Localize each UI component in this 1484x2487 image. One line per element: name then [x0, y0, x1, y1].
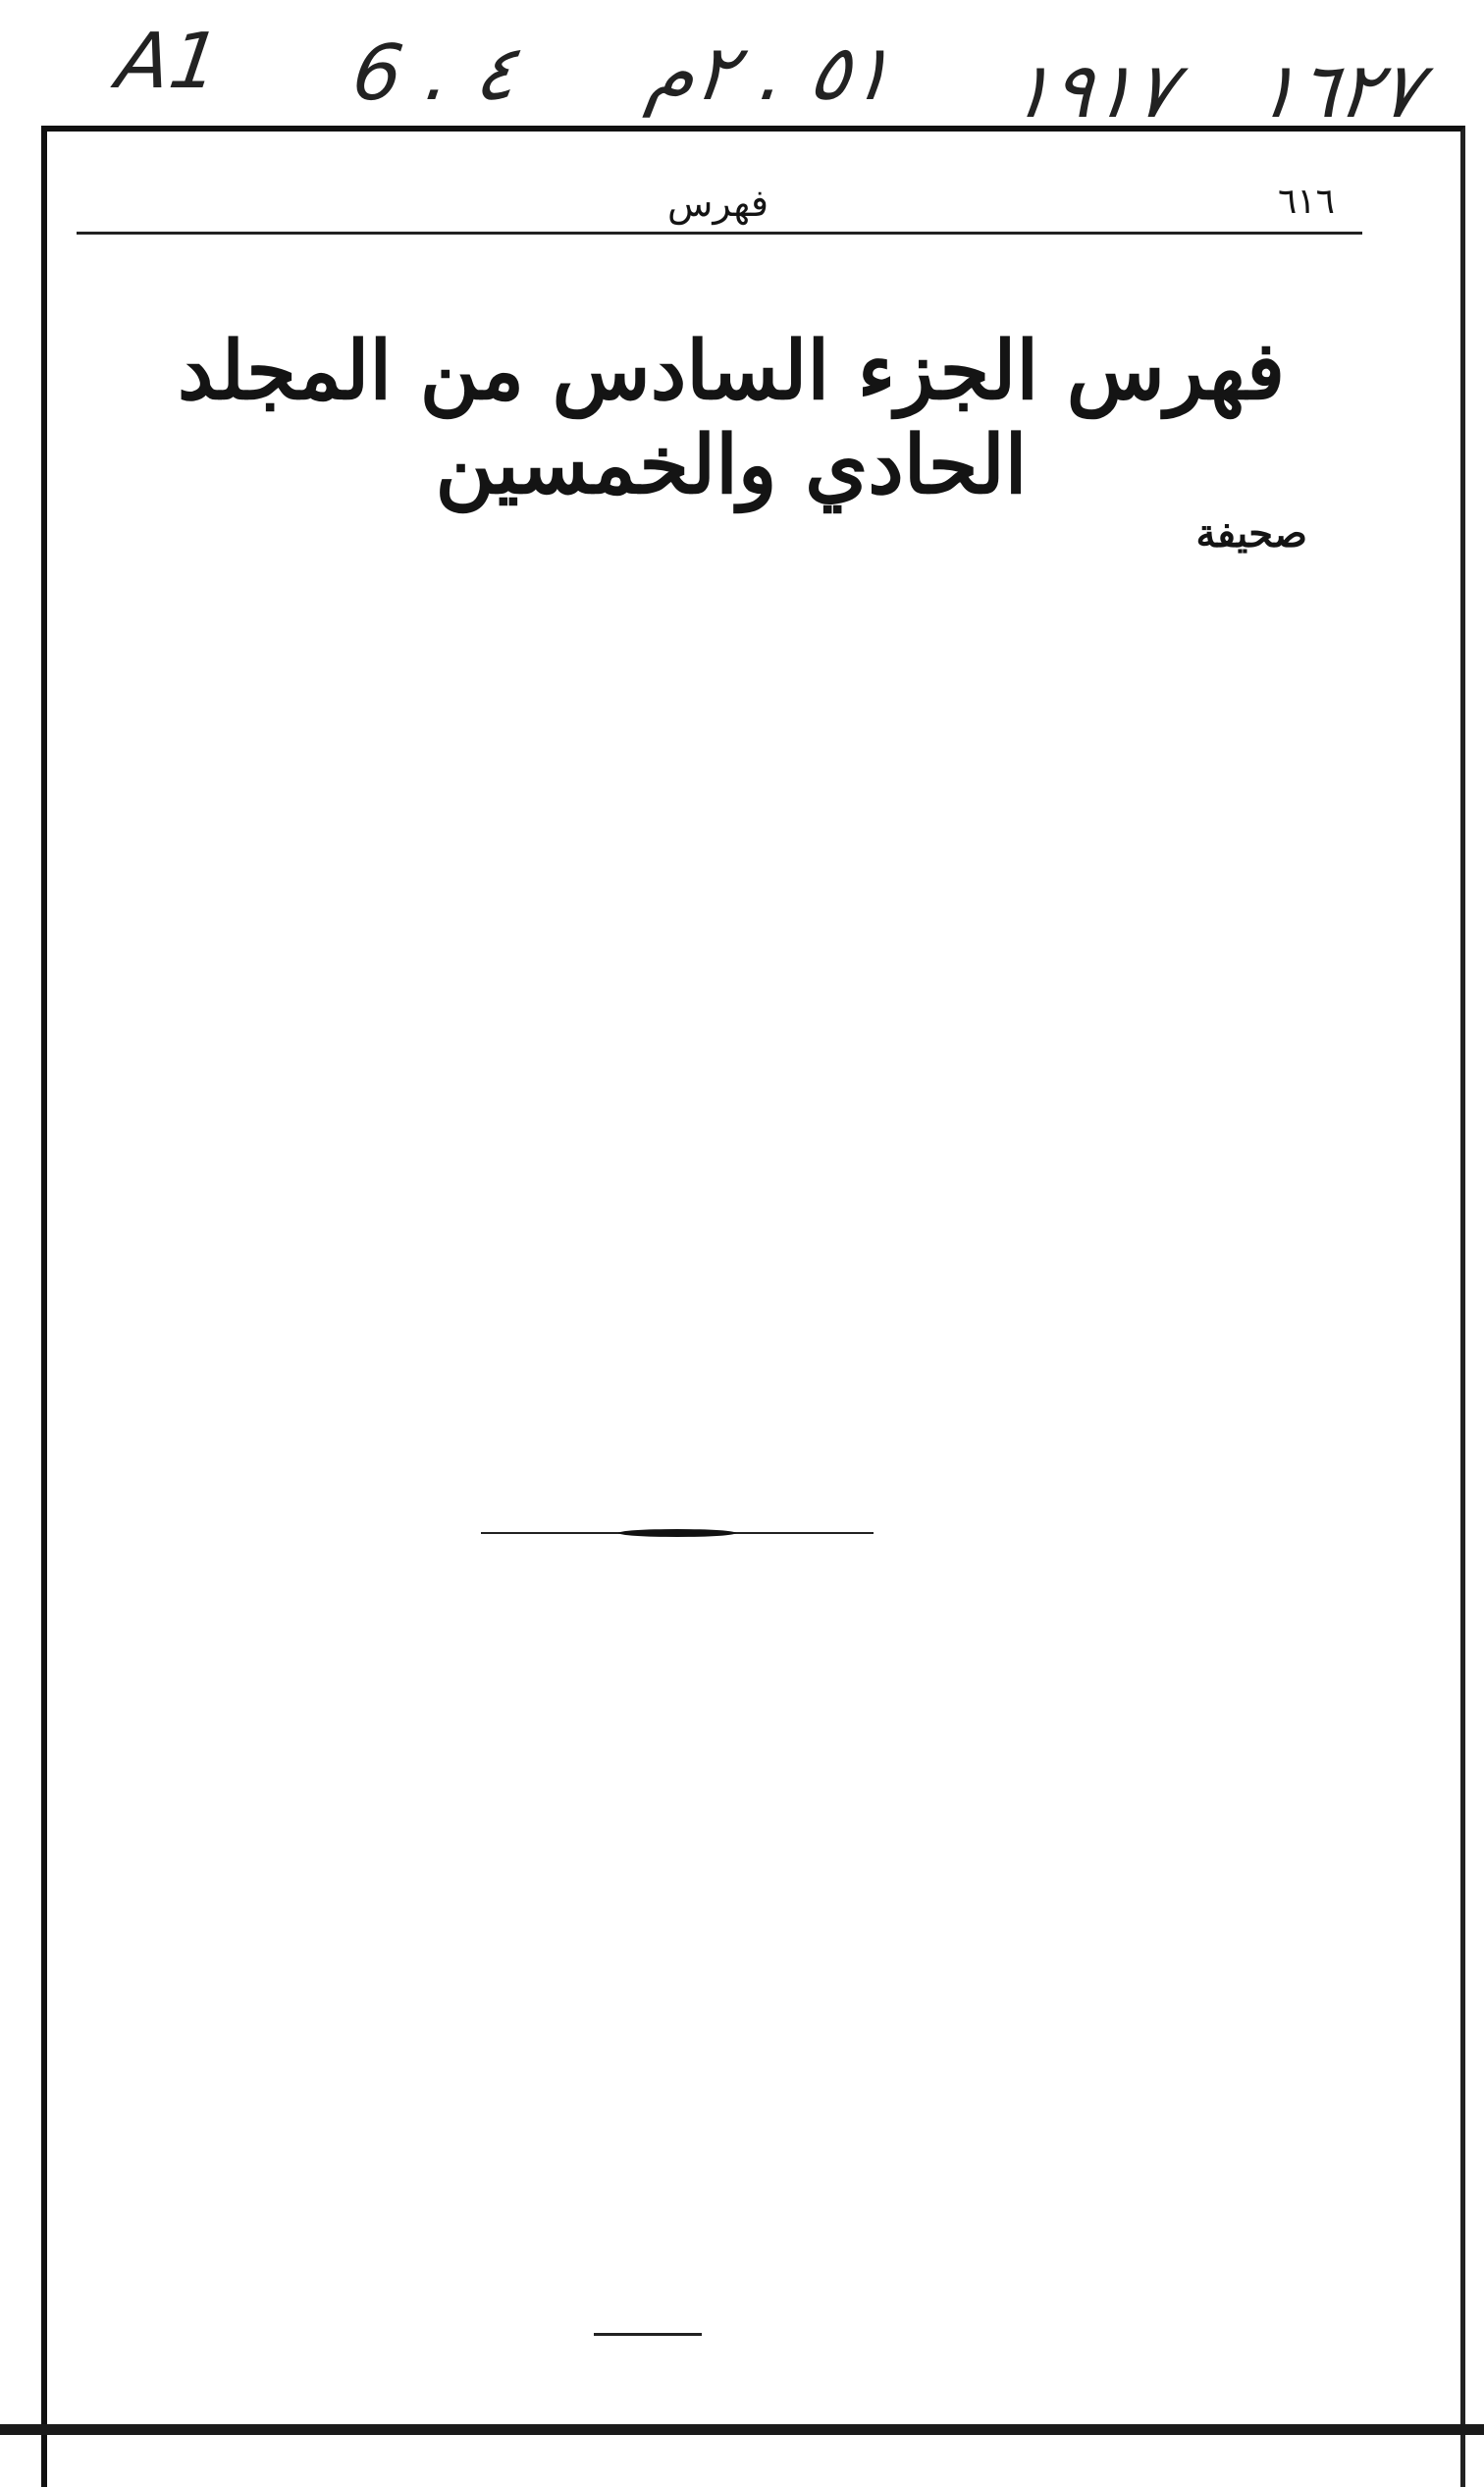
bottom-rule	[594, 2333, 702, 2336]
running-head-rule	[77, 232, 1362, 235]
ornament-divider	[481, 1523, 874, 1543]
annotation-item: A1	[111, 18, 226, 106]
running-head-title: فهرس	[667, 182, 769, 225]
column-header-page: صحيفة	[1195, 510, 1307, 556]
annotation-item: ١٩١٧	[1004, 47, 1182, 135]
page-number: ٦١٦	[1277, 182, 1335, 222]
annotation-item: ٥١ . ٢م	[641, 29, 898, 118]
annotation-item: ١٦٢٧	[1249, 47, 1427, 135]
page-title: فهرس الجزء السادس من المجلد الحادي والخمسين	[177, 324, 1286, 512]
scan-edge	[0, 2424, 1484, 2435]
handwritten-annotation	[0, 0, 1484, 135]
annotation-item: 6 . ٤	[346, 29, 523, 118]
